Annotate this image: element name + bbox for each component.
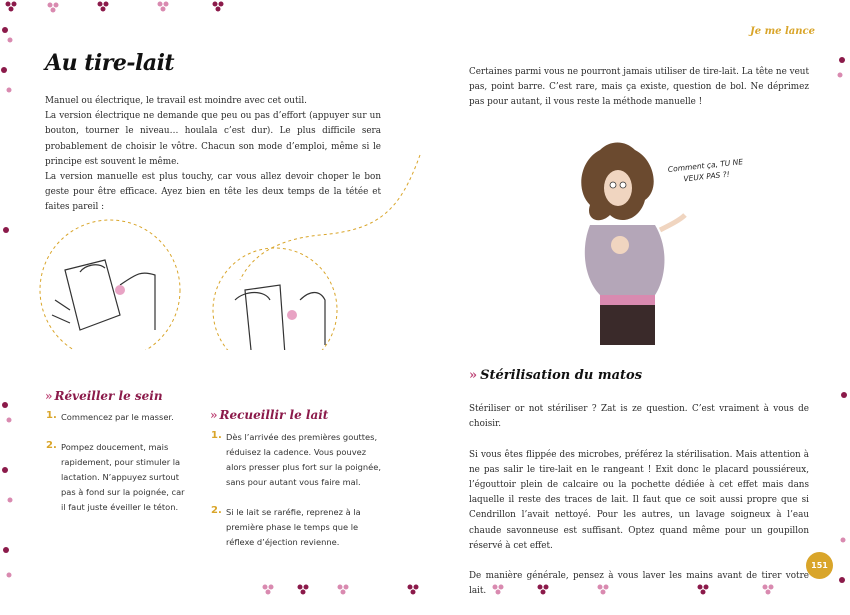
floral-border-top-left bbox=[0, 0, 240, 20]
running-header: Je me lance bbox=[750, 26, 815, 37]
chevron-icon: » bbox=[469, 368, 478, 383]
steps-list-wake bbox=[46, 410, 186, 515]
sterilisation-body bbox=[469, 402, 809, 615]
step-item bbox=[46, 440, 186, 515]
section-title-collect bbox=[210, 408, 328, 422]
body-paragraph: De manière générale, pensez à vous laver les mains avant de tirer votre lait. bbox=[469, 571, 809, 597]
step-item bbox=[211, 505, 381, 550]
step-number: 2. bbox=[46, 440, 57, 451]
step-text: Pompez doucement, mais rapidement, pour stimuler la lactation. N’appuyez surtout pas à fond sur la poignée, car il faut juste éveiller le téton. bbox=[61, 442, 185, 512]
intro-paragraph: La version manuelle est plus touchy, car vous allez devoir choper le bon geste pour être efficace. Ayez bien en tête les deux temps de la tétée et faites pareil : bbox=[45, 172, 381, 213]
right-intro-paragraph: Certaines parmi vous ne pourront jamais utiliser de tire-lait. La tête ne veut pas, point barre. C’est rare, mais ça existe, question de bol. Ne déprimez pas pour autant, il vous reste la méthode manuelle ! bbox=[469, 67, 809, 108]
section-title-text: Recueillir le lait bbox=[219, 408, 329, 422]
step-text: Si le lait se raréfie, reprenez à la première phase le temps que le réflexe d’éjection revienne. bbox=[226, 507, 361, 547]
breast-pump-illustration bbox=[20, 150, 450, 350]
intro-paragraph: La version électrique ne demande que peu ou pas d’effort (appuyer sur un bouton, tourner le niveau… houlala c’est dur). Le plus difficile sera probablement de choisir le vôtre. Chacun son mode d’emploi, même si le principe est souvent le même. bbox=[45, 111, 381, 167]
step-item bbox=[46, 410, 186, 425]
chevron-icon: » bbox=[210, 408, 218, 422]
section-title-sterilisation bbox=[469, 368, 642, 383]
step-number: 1. bbox=[46, 410, 57, 421]
step-text: Commencez par le masser. bbox=[61, 412, 174, 422]
section-title-text: Stérilisation du matos bbox=[480, 368, 643, 383]
page-title: Au tire-lait bbox=[45, 50, 175, 76]
section-title-wake bbox=[45, 389, 163, 403]
speech-bubble: Comment ça, TU NE VEUX PAS ?! bbox=[667, 157, 744, 184]
steps-list-collect bbox=[211, 430, 381, 550]
body-paragraph: Si vous êtes flippée des microbes, préférez la stérilisation. Mais attention à ne pas salir le tire-lait en le rangeant ! Exit donc le placard poussiéreux, l’égouttoir plein de calcaire ou la pochette dédiée à cet effet mais dans laquelle il reste des traces de lait. Il faut que ce soit aussi propre que si Cendrillon l’avait nettoyé. Pour les autres, un lavage soigneux à l’eau chaude savonneuse est suffisant. Optez quand même pour un goupillon réservé à cet effet. bbox=[469, 449, 809, 551]
chevron-icon: » bbox=[45, 389, 53, 403]
step-number: 1. bbox=[211, 430, 222, 441]
floral-border-right bbox=[830, 0, 850, 595]
section-title-text: Réveiller le sein bbox=[54, 389, 163, 403]
step-text: Dès l’arrivée des premières gouttes, réduisez la cadence. Vous pouvez alors presser plus fort sur la poignée, sans pour autant vous faire mal. bbox=[226, 432, 381, 487]
floral-border-left bbox=[0, 0, 20, 595]
step-number: 2. bbox=[211, 505, 222, 516]
body-paragraph: Stériliser or not stériliser ? Zat is ze question. C’est vraiment à vous de choisir. bbox=[469, 404, 809, 430]
intro-paragraph: Manuel ou électrique, le travail est moindre avec cet outil. bbox=[45, 96, 307, 106]
step-item bbox=[211, 430, 381, 490]
page-number-badge: 151 bbox=[806, 552, 833, 579]
right-intro bbox=[469, 65, 809, 111]
